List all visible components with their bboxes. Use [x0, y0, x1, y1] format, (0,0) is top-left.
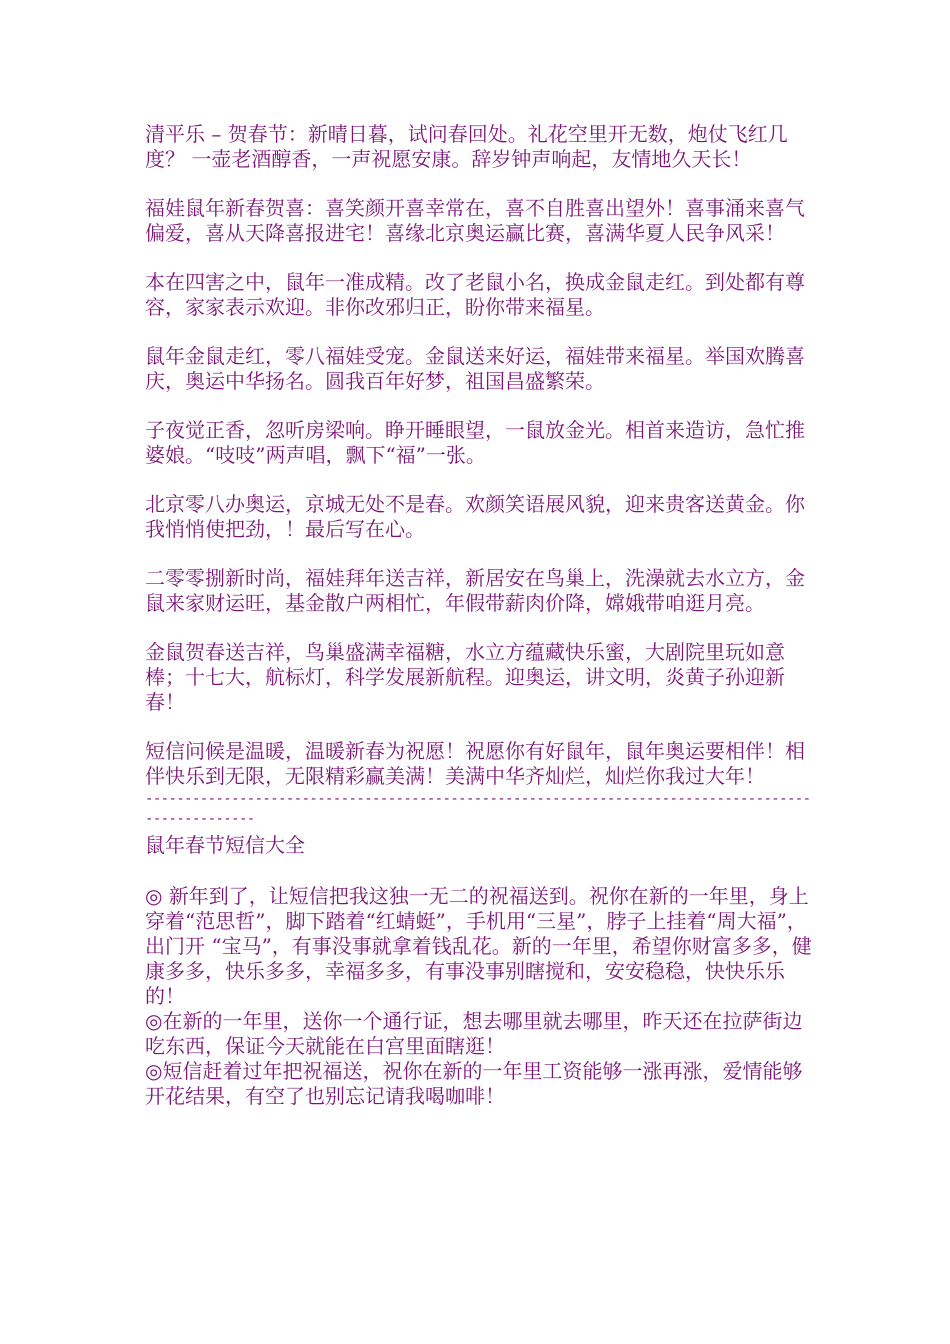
paragraph-fuwa-greeting: 福娃鼠年新春贺喜：喜笑颜开喜幸常在，喜不自胜喜出望外！喜事涌来喜气偏爱，喜从天降喜报进宅！喜缘北京奥运赢比赛，喜满华夏人民争风采！: [145, 196, 805, 245]
paragraph-2008-fashion: 二零零捌新时尚，福娃拜年送吉祥，新居安在鸟巢上，洗澡就去水立方，金鼠来家财运旺，基金散户两相忙，年假带薪肉价降，嫦娥带咱逛月亮。: [145, 566, 805, 615]
document-body: [145, 122, 813, 1109]
paragraph-beijing-olympics: 北京零八办奥运，京城无处不是春。欢颜笑语展风貌，迎来贵客送黄金。你我悄悄使把劲，！最后写在心。: [145, 492, 805, 541]
list-item: ◎ 新年到了，让短信把我这独一无二的祝福送到。祝你在新的一年里，身上穿着“范思哲”，脚下踏着“红蜻蜓”，手机用“三星”，脖子上挂着“周大福”，出门开 “宝马”，有事没事就拿着钱乱花。新的一年里，希望你财富多多，健康多多，快乐多多，幸福多多，有事没事别瞎搅和，安安稳稳，快快乐乐的！: [145, 884, 812, 1008]
paragraph-duanxin-wenhou: 短信问候是温暖，温暖新春为祝愿！祝愿你有好鼠年，鼠年奥运要相伴！相伴快乐到无限，无限精彩赢美满！美满中华齐灿烂，灿烂你我过大年！: [145, 739, 805, 788]
list-item: ◎短信赶着过年把祝福送，祝你在新的一年里工资能够一涨再涨，爱情能够开花结果，有空了也别忘记请我喝咖啡！: [145, 1059, 803, 1108]
paragraph-jinshu-zouhong: 鼠年金鼠走红，零八福娃受宠。金鼠送来好运，福娃带来福星。举国欢腾喜庆，奥运中华扬名。圆我百年好梦，祖国昌盛繁荣。: [145, 344, 805, 393]
paragraph-qingpingle: 清平乐 – 贺春节：新晴日暮，试问春回处。礼花空里开无数，炮仗飞红几度？ 一壶老酒醇香，一声祝愿安康。辞岁钟声响起，友情地久天长！: [145, 122, 788, 171]
paragraph-sihai: 本在四害之中，鼠年一准成精。改了老鼠小名，换成金鼠走红。到处都有尊容，家家表示欢迎。非你改邪归正，盼你带来福星。: [145, 270, 805, 319]
paragraph-ziye: 子夜觉正香，忽听房梁响。睁开睡眼望，一鼠放金光。相首来造访，急忙推婆娘。“吱吱”两声唱，飘下“福”一张。: [145, 418, 805, 467]
paragraph-jinshu-hechun: 金鼠贺春送吉祥，鸟巢盛满幸福糖，水立方蕴藏快乐蜜，大剧院里玩如意棒；十七大，航标灯，科学发展新航程。迎奥运，讲文明，炎黄子孙迎新春！: [145, 640, 785, 714]
section-title: 鼠年春节短信大全: [145, 833, 305, 857]
list-item: ◎在新的一年里，送你一个通行证，想去哪里就去哪里，昨天还在拉萨街边吃东西，保证今天就能在白宫里面瞎逛！: [145, 1009, 803, 1058]
dashed-divider: ---------------------------------------------------------------------------------------------------: [145, 791, 811, 827]
